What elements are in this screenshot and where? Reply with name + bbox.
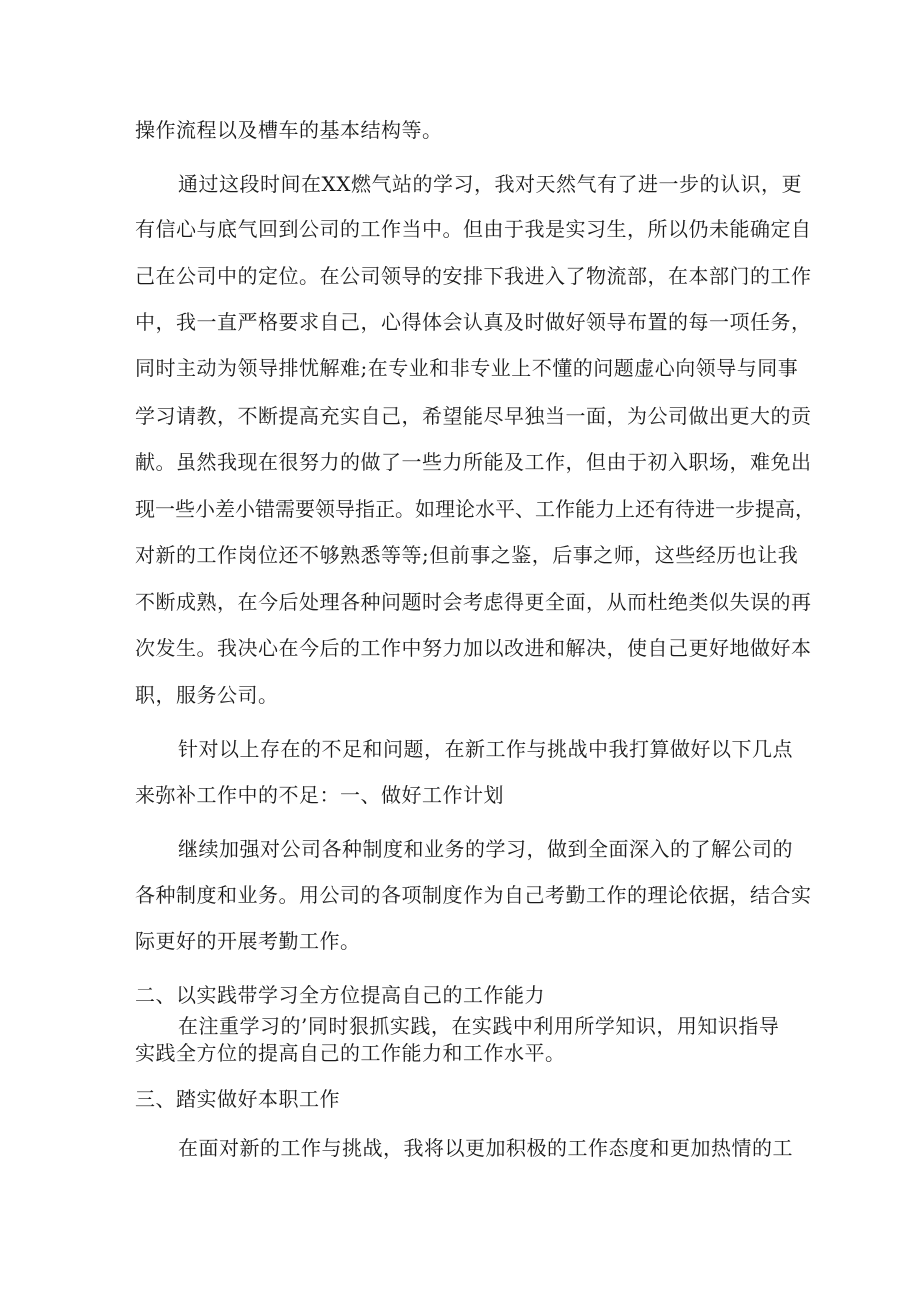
text-line: 来弥补工作中的不足：一、做好工作计划 [135, 783, 504, 807]
paragraph-first-line: 继续加强对公司各种制度和业务的学习，做到全面深入的了解公司的 [178, 837, 793, 861]
section-heading: 三、踏实做好本职工作 [135, 1087, 340, 1111]
text-line: 各种制度和业务。用公司的各项制度作为自己考勤工作的理论依据，结合实 [135, 883, 812, 907]
text-line: 次发生。我决心在今后的工作中努力加以改进和解决，使自己更好地做好本 [135, 636, 812, 660]
text-line: 献。虽然我现在很努力的做了一些力所能及工作，但由于初入职场，难免出 [135, 450, 812, 474]
text-line: 不断成熟，在今后处理各种问题时会考虑得更全面，从而杜绝类似失误的再 [135, 590, 812, 614]
text-line: 同时主动为领导排忧解难;在专业和非专业上不懂的问题虚心向领导与同事 [135, 356, 799, 380]
text-line: 实践全方位的提高自己的工作能力和工作水平。 [135, 1041, 566, 1065]
text-line: 中，我一直严格要求自己，心得体会认真及时做好领导布置的每一项任务， [135, 310, 812, 334]
text-line: 职，服务公司。 [135, 683, 279, 707]
text-line: 学习请教，不断提高充实自己，希望能尽早独当一面，为公司做出更大的贡 [135, 404, 812, 428]
text-line: 有信心与底气回到公司的工作当中。但由于我是实习生，所以仍未能确定自 [135, 217, 812, 241]
text-line: 对新的工作岗位还不够熟悉等等;但前事之鉴，后事之师，这些经历也让我 [135, 543, 799, 567]
paragraph-first-line: 在注重学习的’同时狠抓实践，在实践中利用所学知识，用知识指导 [178, 1014, 780, 1038]
paragraph-first-line: 通过这段时间在XX燃气站的学习，我对天然气有了进一步的认识，更 [178, 172, 802, 196]
paragraph-first-line: 在面对新的工作与挑战，我将以更加积极的工作态度和更加热情的工 [178, 1136, 793, 1160]
text-line: 际更好的开展考勤工作。 [135, 929, 361, 953]
text-line: 现一些小差小错需要领导指正。如理论水平、工作能力上还有待进一步提高， [135, 497, 815, 521]
text-line: 操作流程以及槽车的基本结构等。 [135, 118, 443, 142]
paragraph-first-line: 针对以上存在的不足和问题，在新工作与挑战中我打算做好以下几点 [178, 737, 793, 761]
section-heading: 二、以实践带学习全方位提高自己的工作能力 [135, 983, 545, 1007]
text-line: 己在公司中的定位。在公司领导的安排下我进入了物流部，在本部门的工作 [135, 264, 812, 288]
